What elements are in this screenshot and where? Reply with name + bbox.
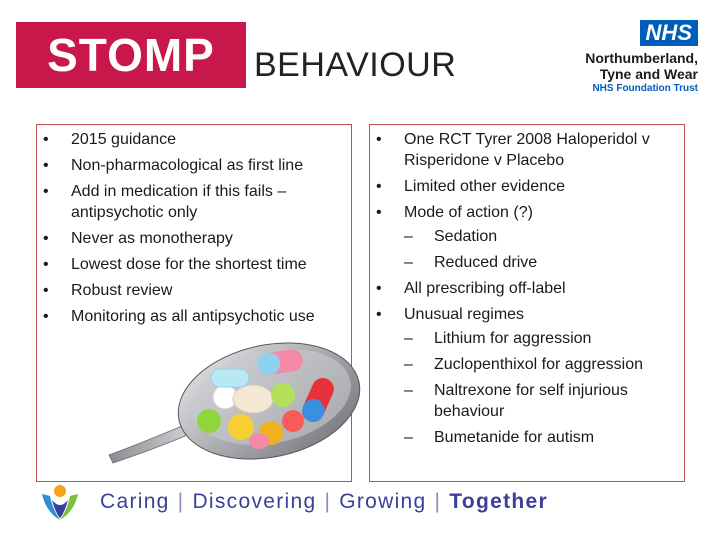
right-panel	[369, 124, 685, 482]
strapline-separator: |	[177, 490, 185, 513]
left-bullet: • Robust review	[37, 280, 347, 301]
left-bullet-list	[37, 129, 347, 332]
sub-bullet: – Sedation	[404, 226, 680, 247]
footer-strapline	[38, 482, 678, 522]
nhs-org-line1: Northumberland,	[585, 50, 698, 66]
slide-title: BEHAVIOUR	[254, 46, 457, 84]
right-bullet-text: Limited other evidence	[404, 178, 565, 195]
left-bullet: • Lowest dose for the shortest time	[37, 254, 347, 275]
strapline-word: Growing	[339, 490, 427, 513]
strapline-word: Together	[449, 490, 548, 513]
right-bullet-text: Mode of action (?)	[404, 204, 533, 221]
sub-bullet: – Lithium for aggression	[404, 328, 680, 349]
left-panel	[36, 124, 352, 482]
right-bullet-list	[370, 129, 680, 453]
strapline-separator: |	[324, 490, 332, 513]
left-bullet: • Never as monotherapy	[37, 228, 347, 249]
left-bullet: • Monitoring as all antipsychotic use	[37, 306, 347, 327]
nhs-org-name	[558, 50, 698, 82]
stomp-logo	[16, 22, 246, 88]
right-bullet	[370, 278, 680, 299]
right-bullet	[370, 176, 680, 197]
nhs-logo	[558, 20, 698, 94]
left-bullet: • Non-pharmacological as first line	[37, 155, 347, 176]
stomp-logo-text: STOMP	[47, 29, 215, 81]
right-bullet-text: All prescribing off-label	[404, 280, 566, 297]
sub-bullet: – Bumetanide for autism	[404, 427, 680, 448]
strapline-word: Caring	[100, 490, 170, 513]
spoon-with-pills-image	[107, 337, 369, 467]
sub-bullet-list	[404, 226, 680, 273]
sub-bullet-list	[404, 328, 680, 448]
nhs-trust-name: NHS Foundation Trust	[592, 83, 698, 94]
right-bullet-text: One RCT Tyrer 2008 Haloperidol v Risperidone v Placebo	[404, 131, 650, 169]
sub-bullet: – Zuclopenthixol for aggression	[404, 354, 680, 375]
nhs-org-line2: Tyne and Wear	[599, 66, 698, 82]
sub-bullet: – Naltrexone for self injurious behaviour	[404, 380, 680, 422]
right-bullet	[370, 129, 680, 171]
strapline-separator: |	[434, 490, 442, 513]
left-bullet: • Add in medication if this fails – antipsychotic only	[37, 181, 347, 223]
right-bullet	[370, 202, 680, 273]
right-bullet	[370, 304, 680, 448]
nhs-badge: NHS	[640, 20, 698, 46]
strapline-text	[100, 490, 548, 514]
sub-bullet: – Reduced drive	[404, 252, 680, 273]
left-bullet: • 2015 guidance	[37, 129, 347, 150]
strapline-word: Discovering	[192, 490, 317, 513]
right-bullet-text: Unusual regimes	[404, 306, 525, 323]
trust-figure-logo-icon	[38, 482, 82, 522]
